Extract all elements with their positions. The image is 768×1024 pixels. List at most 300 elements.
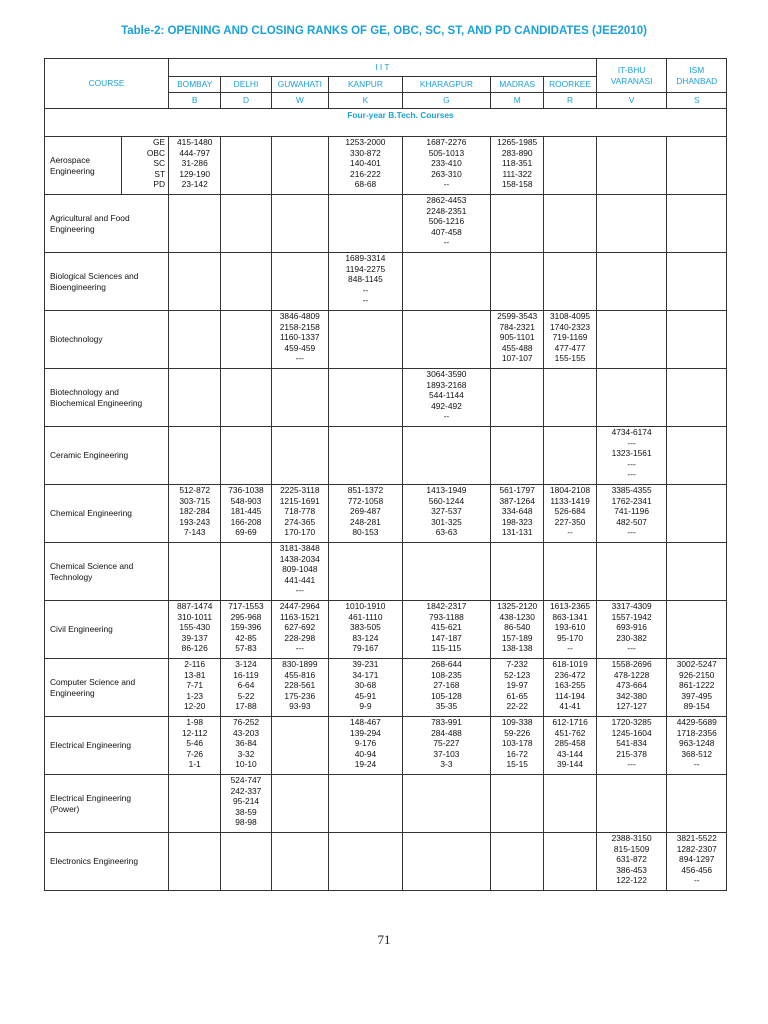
rank-range: 75-227 [433,738,460,748]
table-row [45,543,727,601]
page-number: 71 [377,932,391,947]
rank-range: 263-310 [431,168,462,179]
rank-range: 1558-2696 [611,659,652,669]
rank-cell [402,369,490,427]
rank-range: -- [567,643,573,653]
rank-cell [169,137,221,195]
table-row [45,659,727,717]
rank-range: 228-561 [284,680,316,690]
rank-cell [491,659,544,717]
rank-cell [596,369,667,427]
rank-range: 3064-3590 [426,369,467,379]
ranks-table [44,58,727,891]
rank-range: 459-459 [284,342,316,353]
header-row-iit [45,59,727,77]
rank-range: 7-143 [184,527,206,537]
rank-range: 6-64 [237,680,255,690]
rank-range: 5-46 [186,738,204,748]
rank-range: 1740-2323 [550,321,591,332]
rank-range: 86-126 [181,643,208,653]
rank-range: 268-644 [431,659,462,669]
rank-range: --- [295,353,304,363]
rank-cell [596,253,667,311]
course-name-line: Computer Science and [50,677,136,687]
rank-range: 793-1188 [429,611,464,622]
rank-range: 693-916 [616,622,647,632]
table-row [45,717,727,775]
rank-range: 170-170 [284,527,316,537]
rank-cell [596,717,667,775]
rank-range: 129-190 [179,168,211,179]
rank-cell [221,427,271,485]
rank-range: 461-1110 [348,611,383,622]
course-name [45,485,169,543]
rank-range: 86-540 [504,622,531,632]
rank-range: 7-232 [506,659,528,669]
rank-range: 228-298 [284,632,316,643]
rank-range: 482-507 [616,516,647,527]
rank-range: 717-1553 [228,601,264,611]
rank-cell [271,659,328,717]
rank-cell [329,833,403,891]
rank-cell [544,427,596,485]
rank-range: --- [627,437,636,448]
rank-range: 9-9 [359,701,372,711]
rank-cell [402,543,490,601]
rank-range: 415-621 [431,622,462,632]
rank-cell [544,775,596,833]
rank-cell [169,253,221,311]
rank-range: --- [627,527,636,537]
rank-cell [667,311,727,369]
rank-range: --- [627,759,636,769]
rank-range: 772-1058 [347,495,384,506]
course-name-line: Electronics Engineering [50,856,138,867]
rank-range: 39-137 [181,632,208,643]
rank-range: 122-122 [616,875,647,885]
institute-code: M [491,93,544,109]
rank-range: 512-872 [179,485,211,495]
rank-range: 37-103 [433,748,460,759]
rank-range: 1893-2168 [426,379,467,390]
rank-range: 330-872 [350,147,381,158]
rank-cell [402,311,490,369]
table-body [45,59,727,891]
rank-cell [221,137,271,195]
rank-cell [402,833,490,891]
rank-range: 10-10 [235,759,257,769]
rank-range: 63-63 [435,527,458,537]
table-row [45,601,727,659]
rank-range: 894-1297 [679,854,715,864]
institute-header: KANPUR [329,77,403,93]
course-name-line: Chemical Science and [50,561,134,571]
rank-range: --- [627,469,636,479]
rank-range: -- [443,411,450,421]
rank-range: 3-32 [237,748,255,759]
rank-range: 198-323 [501,516,533,527]
rank-range: 2225-3118 [280,485,320,495]
institute-code: K [329,93,403,109]
rank-range: 7-26 [186,748,204,759]
rank-cell [329,137,403,195]
rank-cell [329,311,403,369]
institute-header: GUWAHATI [271,77,328,93]
rank-range: 524-747 [230,775,262,785]
rank-range: 108-235 [431,669,462,680]
rank-cell [169,485,221,543]
rank-cell [544,311,596,369]
rank-range: 3108-4095 [550,311,591,321]
rank-range: 269-487 [350,506,381,516]
rank-range: 39-231 [352,659,379,669]
rank-cell [271,833,328,891]
rank-range: 41-41 [559,701,581,711]
rank-range: 1720-3285 [611,717,652,727]
rank-range: 301-325 [431,516,462,527]
table-row [45,427,727,485]
rank-range: 227-350 [554,516,586,527]
course-name-line: Engineering [50,223,95,234]
rank-cell [667,253,727,311]
course-name [45,427,169,485]
rank-range: 12-112 [181,727,208,738]
rank-range: 455-816 [284,669,316,680]
rank-cell [491,195,544,253]
rank-range: 627-692 [284,622,316,632]
rank-range: -- [443,179,450,189]
rank-range: 1194-2275 [345,263,386,274]
rank-cell [491,485,544,543]
course-name [45,253,169,311]
rank-cell [596,659,667,717]
rank-cell [596,427,667,485]
rank-cell [169,311,221,369]
rank-range: 15-15 [506,759,528,769]
rank-cell [544,195,596,253]
course-name [45,833,169,891]
rank-range: 155-430 [179,622,211,632]
table-row [45,311,727,369]
course-name [45,137,122,195]
rank-range: 57-83 [235,643,257,653]
rank-range: 2388-3150 [611,833,652,843]
rank-cell [329,717,403,775]
rank-range: 848-1145 [348,274,383,284]
institute-code: B [169,93,221,109]
rank-range: 45-91 [354,690,377,701]
rank-range: 105-128 [431,690,462,701]
rank-cell [491,253,544,311]
rank-cell [169,543,221,601]
rank-range: 1-1 [188,759,201,769]
course-name-line: Civil Engineering [50,624,113,635]
rank-cell [402,717,490,775]
rank-cell [221,775,271,833]
rank-range: 327-537 [431,506,462,516]
rank-range: 441-441 [284,574,316,585]
rank-range: 284-488 [431,727,462,738]
rank-cell [329,543,403,601]
rank-cell [221,311,271,369]
rank-range: 1245-1604 [611,727,652,738]
rank-cell [402,195,490,253]
rank-cell [402,659,490,717]
rank-cell [221,659,271,717]
rank-range: 22-22 [506,701,528,711]
rank-range: 109-338 [501,717,533,727]
rank-range: 38-59 [235,806,257,817]
rank-range: 3181-3848 [279,543,320,553]
rank-range: 719-1169 [552,332,588,342]
rank-range: 93-93 [289,701,311,711]
rank-range: 1-98 [186,717,204,727]
rank-cell [271,601,328,659]
rank-range: 1718-2356 [676,727,717,738]
rank-range: 2447-2964 [279,601,320,611]
course-name-line: Electrical Engineering [50,740,132,751]
rank-range: 1215-1691 [279,495,320,506]
rank-cell [402,601,490,659]
rank-range: 95-214 [232,796,260,806]
rank-range: 1325-2120 [497,601,538,611]
rank-range: 544-1144 [429,390,464,400]
rank-cell [271,717,328,775]
rank-cell [667,775,727,833]
category-label: PD [153,179,166,189]
rank-cell [667,833,727,891]
rank-range: 61-65 [506,690,528,701]
course-name [45,195,169,253]
rank-range: 131-131 [501,527,533,537]
institute-code: W [271,93,328,109]
institute-header: MADRAS [491,77,544,93]
rank-range: 963-1248 [679,738,715,748]
rank-range: 926-2150 [679,669,715,680]
itbhu-header [596,59,667,93]
institute-code: R [544,93,596,109]
ism-name: ISM [689,65,705,75]
course-name-line: Biotechnology [50,334,103,345]
rank-cell [169,775,221,833]
rank-range: 851-1372 [347,485,384,495]
rank-cell [596,137,667,195]
rank-cell [491,601,544,659]
rank-cell [667,137,727,195]
rank-range: 809-1048 [282,564,318,574]
rank-range: 1842-2317 [426,601,467,611]
rank-range: 863-1341 [552,611,588,622]
rank-range: 274-365 [284,516,316,527]
course-name [45,601,169,659]
rank-range: 181-445 [230,506,262,516]
rank-cell [221,369,271,427]
table-row [45,369,727,427]
rank-range: 127-127 [616,701,647,711]
rank-cell [221,833,271,891]
section-title: Four-year B.Tech. Courses [45,109,727,137]
rank-range: 216-222 [350,168,381,179]
rank-range: 19-97 [506,680,528,690]
rank-range: 79-167 [352,643,379,653]
rank-range: 163-255 [554,680,586,690]
course-name-line: Chemical Engineering [50,508,132,519]
rank-range: 1-23 [186,690,204,701]
rank-range: 39-144 [556,759,584,769]
rank-range: 478-1228 [613,669,650,680]
rank-range: 36-84 [235,738,257,748]
course-name-line: Engineering [50,165,95,176]
rank-range: -- [693,875,700,885]
rank-cell [491,311,544,369]
course-name-line: Ceramic Engineering [50,450,129,461]
rank-range: 76-252 [232,717,260,727]
rank-cell [491,369,544,427]
rank-range: 1323-1561 [611,448,652,458]
rank-cell [402,485,490,543]
rank-cell [271,485,328,543]
rank-range: 1804-2108 [550,485,591,495]
rank-cell [596,775,667,833]
rank-cell [329,427,403,485]
rank-range: 182-284 [179,506,211,516]
rank-range: 4734-6174 [611,427,652,437]
ism-header [667,59,727,93]
rank-cell [169,601,221,659]
rank-cell [491,137,544,195]
institute-code: D [221,93,271,109]
section-row [45,109,727,137]
rank-range: 1689-3314 [345,253,386,263]
rank-range: 1687-2276 [426,137,467,147]
rank-range: 12-20 [184,701,206,711]
table-row [45,775,727,833]
rank-range: 3-124 [235,659,257,669]
rank-range: 115-115 [431,643,462,653]
rank-cell [544,717,596,775]
rank-range: 175-236 [284,690,316,701]
rank-cell [596,311,667,369]
rank-range: 451-762 [554,727,586,738]
rank-range: 473-664 [616,680,647,690]
course-name-line: Biochemical Engineering [50,397,143,408]
rank-range: 138-138 [501,643,533,653]
rank-range: 295-968 [230,611,262,622]
rank-range: 612-1716 [552,717,588,727]
rank-range: 140-401 [350,158,381,168]
rank-range: 2158-2158 [279,321,320,332]
rank-range: 59-226 [504,727,531,738]
rank-range: 83-124 [352,632,379,643]
course-name [45,659,169,717]
rank-range: 548-903 [230,495,262,506]
category-label: SC [153,158,166,168]
rank-range: 383-505 [350,622,381,632]
rank-range: --- [627,458,636,469]
itbhu-name: IT-BHU [617,65,646,75]
rank-range: 16-119 [233,669,259,680]
rank-range: 505-1013 [428,147,465,158]
rank-cell [491,427,544,485]
rank-cell [596,833,667,891]
rank-range: 477-477 [554,342,586,353]
course-name-line: Bioengineering [50,281,106,292]
rank-cell [221,543,271,601]
rank-cell [667,659,727,717]
rank-cell [329,775,403,833]
rank-cell [544,137,596,195]
rank-range: 631-872 [616,854,647,864]
rank-range: 1160-1337 [280,332,320,342]
rank-cell [596,543,667,601]
rank-range: --- [295,643,304,653]
rank-cell [169,659,221,717]
rank-cell [329,369,403,427]
rank-cell [169,427,221,485]
rank-range: 741-1196 [614,506,649,516]
rank-range: 19-24 [354,759,377,769]
rank-range: 95-170 [556,632,584,643]
rank-cell [667,543,727,601]
course-name-line: Engineering [50,687,95,698]
rank-range: -- [362,295,369,305]
rank-cell [271,253,328,311]
rank-range: 236-472 [554,669,586,680]
rank-range: 397-495 [681,690,713,701]
course-header: COURSE [45,59,169,109]
rank-cell [329,659,403,717]
course-name-line: Biological Sciences and [50,271,139,281]
rank-range: 2-116 [184,659,206,669]
rank-cell [596,601,667,659]
rank-cell [667,485,727,543]
rank-range: 42-85 [235,632,257,643]
rank-cell [221,717,271,775]
rank-range: 159-396 [230,622,262,632]
institute-code: V [596,93,667,109]
rank-range: 233-410 [431,158,462,168]
rank-range: 147-187 [431,632,462,643]
rank-cell [271,369,328,427]
rank-range: 166-208 [230,516,262,527]
rank-range: 492-492 [431,400,462,411]
rank-cell [221,253,271,311]
rank-range: 830-1899 [282,659,318,669]
rank-cell [544,369,596,427]
rank-cell [544,253,596,311]
category-label: ST [154,168,166,179]
rank-cell [271,195,328,253]
rank-range: 560-1244 [428,495,465,506]
rank-range: 1438-2034 [279,553,320,564]
course-name [45,775,169,833]
rank-cell [329,253,403,311]
course-name-line: (Power) [50,803,80,814]
rank-cell [271,543,328,601]
rank-range: 905-1101 [499,332,535,342]
rank-range: 23-142 [181,179,208,189]
rank-cell [221,485,271,543]
rank-range: 35-35 [435,701,458,711]
varanasi-name: VARANASI [610,75,653,86]
rank-range: 43-203 [232,727,260,738]
course-name [45,311,169,369]
rank-range: 1253-2000 [345,137,386,147]
rank-cell [667,369,727,427]
rank-range: 3002-5247 [676,659,717,669]
rank-cell [667,427,727,485]
rank-range: 444-797 [179,147,211,158]
